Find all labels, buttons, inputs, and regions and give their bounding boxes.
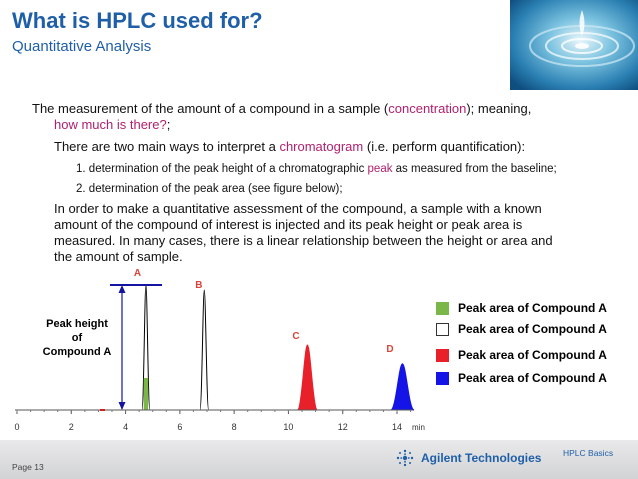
x-ticks [14,410,410,432]
annotation-line-3: Compound A [42,346,112,358]
legend-label: Peak area of Compound A [458,348,607,362]
paragraph-definition-cont [54,117,170,133]
paragraph-assessment [54,201,553,265]
peak-label: D [386,343,394,355]
annotation-line-2: of [71,332,83,344]
brand-name: Agilent Technologies [421,451,542,465]
footer-bar [0,440,638,479]
p3-line: In order to make a quantitative assessment of the compound, a sample with a known [54,201,542,216]
x-tick-label: 6 [177,422,183,432]
list-item [76,162,557,176]
term-how-much: how much is there? [54,117,167,132]
agilent-spark-icon [395,448,415,468]
legend-swatch-blue [436,372,449,385]
brand-logo [395,448,541,468]
x-tick-label: 10 [283,422,294,432]
term-chromatogram: chromatogram [279,139,364,154]
term-peak: peak [367,163,393,175]
peaks-layer [134,268,414,410]
peak-d [391,364,414,410]
peak-label: B [195,280,203,291]
x-tick-label: 4 [123,422,129,432]
legend-swatch-red [436,349,449,362]
list-text: determination of the peak area (see figure below); [88,183,343,195]
legend-item [436,300,607,316]
x-tick-label: 8 [231,422,237,432]
list-text-end: as measured from the baseline; [392,163,557,175]
p2-text-c: (i.e. perform quantification): [363,139,526,154]
footer-section-label: HPLC Basics [563,448,614,458]
peak-c [298,345,318,410]
p3-line: the amount of sample. [54,249,183,264]
legend-swatch-green [436,302,449,315]
p1-text-e: ; [166,117,171,132]
p3-line: measured. In many cases, there is a linear relationship between the height or area and [54,233,553,248]
peak-label: A [133,268,142,279]
slide-subtitle: Quantitative Analysis [12,38,152,55]
legend-item [436,370,607,386]
p1-text-c: ); meaning, [466,101,532,116]
paragraph-methods [54,139,525,155]
p1-text-a: The measurement of the amount of a compound in a sample ( [32,101,389,116]
arrow-head-bottom [119,402,126,410]
legend-label: Peak area of Compound A [458,371,607,385]
x-tick-label: 12 [337,422,348,432]
chromatogram-chart [0,265,430,440]
legend-label: Peak area of Compound A [458,301,607,315]
list-number: 2. [76,183,86,195]
x-tick-label: 0 [14,422,20,432]
legend-item [436,347,607,363]
list-item [76,182,343,196]
legend-label: Peak area of Compound A [458,322,607,336]
list-number: 1. [76,163,86,175]
p2-text-a: There are two main ways to interpret a [54,139,280,154]
list-text: determination of the peak height of a chromatographic [88,163,368,175]
page-number: Page 13 [12,462,44,472]
term-concentration: concentration [388,101,467,116]
peak-b [200,290,209,410]
peak-a-area [144,378,148,410]
x-tick-label: 2 [68,422,74,432]
arrow-head-top [119,285,126,293]
paragraph-definition [32,101,612,117]
peak-label: C [292,331,300,342]
x-tick-label: 14 [391,422,403,432]
annotation-line-1: Peak height [46,318,108,330]
x-unit-label: min [412,423,425,432]
water-droplet-image [510,0,638,90]
legend-swatch-white [436,323,449,336]
legend-item [436,321,607,337]
slide-title: What is HPLC used for? [12,8,263,33]
p3-line: amount of the compound of interest is injected and its peak height or peak area is [54,217,523,232]
